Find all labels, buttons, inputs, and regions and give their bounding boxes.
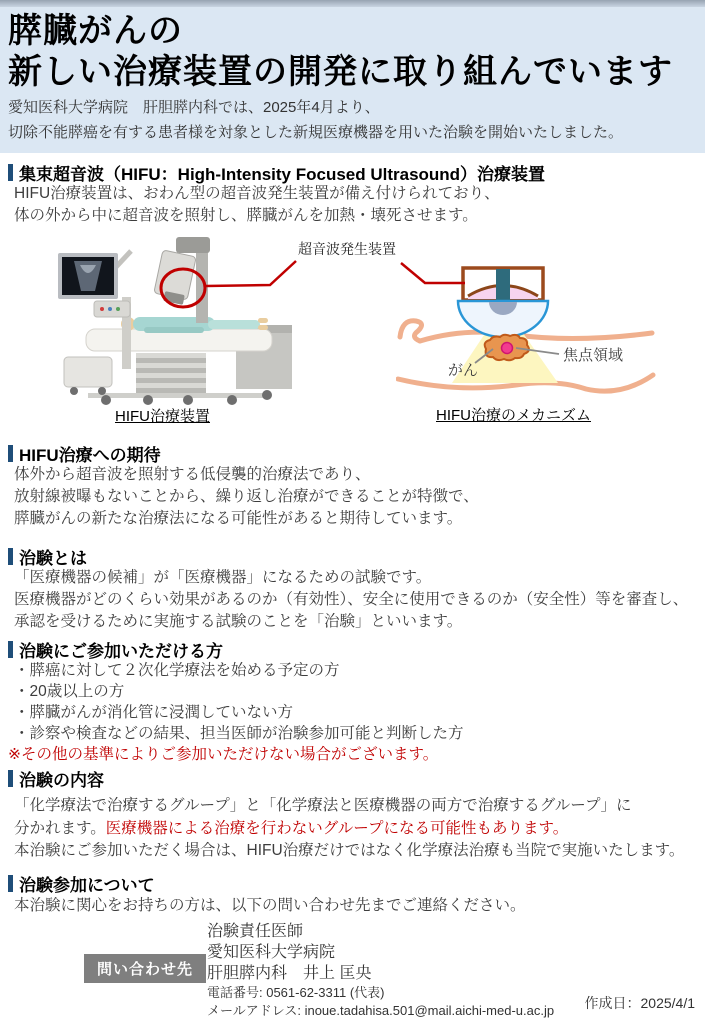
section-heading-participation-label: 治験参加について — [19, 876, 155, 895]
ultrasound-generator-label: 超音波発生装置 — [298, 241, 396, 257]
section-heading-about-trial — [8, 545, 697, 567]
contents-section-body — [14, 795, 697, 863]
section-heading-participation — [8, 873, 697, 895]
eligibility-exclusion-note: ※その他の基準によりご参加いただけない場合がございます。 — [8, 746, 439, 763]
section-heading-device-label: 集束超音波（HIFU：High-Intensity Focused Ultrasound）治療装置 — [19, 164, 546, 184]
section-marker — [8, 164, 13, 181]
section-heading-expectation — [8, 442, 697, 464]
mechanism-figure-caption: HIFU治療のメカニズム — [436, 407, 591, 424]
body-line-red-part: 医療機器による治療を行わないグループになる可能性もあります。 — [105, 819, 569, 837]
device-base-frame — [88, 393, 266, 398]
body-line: HIFU治療装置は、おわん型の超音波発生装置が備え付けられており、 — [14, 185, 500, 202]
body-line: 医療機器がどのくらい効果があるのか（有効性）、安全に使用できるのか（安全性）等を審査し、 — [14, 591, 689, 608]
contact-hospital: 愛知医科大学病院 — [207, 943, 336, 961]
tumor — [485, 335, 529, 361]
contact-role: 治験責任医師 — [207, 922, 304, 940]
body-line: 本治験にご参加いただく場合は、HIFU治療だけではなく化学療法治療も当院で実施いたします。 — [14, 842, 685, 859]
bullet-item: ・膵臓がんが消化管に浸潤していない方 — [14, 704, 294, 721]
section-marker — [8, 445, 13, 462]
body-line-black-part: 分かれます。 — [14, 819, 106, 837]
section-heading-expectation-label: HIFU治療への期待 — [19, 445, 161, 465]
section-heading-contents-label: 治験の内容 — [19, 770, 104, 790]
bullet-item: ・膵癌に対して２次化学療法を始める予定の方 — [14, 662, 340, 679]
eligibility-bullet-list — [14, 660, 697, 744]
page-title-line1: 膵臓がんの — [8, 12, 183, 50]
body-line: 「医療機器の候補」が「医療機器」になるための試験です。 — [14, 569, 432, 586]
device-figure-caption: HIFU治療装置 — [115, 408, 210, 425]
figure-area — [8, 233, 697, 430]
hifu-mechanism-figure — [396, 257, 656, 403]
page-title-line2: 新しい治療装置の開発に取り組んでいます — [8, 53, 673, 91]
body-line — [14, 818, 697, 841]
section-heading-device — [8, 161, 697, 183]
section-marker — [8, 641, 13, 658]
header-subtitle-line2: 切除不能膵癌を有する患者様を対象とした新規医療機器を用いた治験を開始いたしました。 — [8, 124, 624, 141]
contact-doctor: 肝胆膵内科 井上 匡央 — [207, 964, 372, 982]
body-line: 放射線被曝もないことから、繰り返し治療ができることが特徴で、 — [14, 488, 479, 505]
contact-phone: 電話番号: 0561-62-3311 (代表) — [207, 984, 385, 1000]
section-heading-about-trial-label: 治験とは — [19, 548, 87, 568]
body-line: 体の外から中に超音波を照射し、膵臓がんを加熱・壊死させます。 — [14, 207, 478, 224]
device-bellows — [136, 353, 206, 393]
expectation-section-body — [14, 464, 697, 530]
device-section-body — [14, 183, 697, 227]
section-heading-contents — [8, 767, 697, 789]
section-marker — [8, 770, 13, 787]
participation-section-body — [14, 895, 697, 917]
body-line: 体外から超音波を照射する低侵襲的治療法であり、 — [14, 466, 371, 483]
focus-label: 焦点領域 — [563, 347, 624, 364]
device-footstool — [64, 357, 112, 387]
cancer-label: がん — [448, 362, 479, 379]
main-content — [0, 153, 705, 1025]
transducer-housing — [458, 268, 548, 337]
created-date: 作成日：2025/4/1 — [584, 995, 695, 1011]
section-marker — [8, 875, 13, 892]
body-line: 膵臓がんの新たな治療法になる可能性があると期待しています。 — [14, 510, 463, 527]
bullet-item: ・20歳以上の方 — [14, 683, 125, 700]
hifu-device-figure — [36, 237, 301, 405]
transducer-arm — [154, 237, 210, 323]
about-trial-section-body — [14, 567, 697, 633]
body-line: 本治験に関心をお持ちの方は、以下の問い合わせ先までご連絡ください。 — [14, 896, 526, 914]
page-header — [0, 7, 705, 153]
bullet-item: ・診察や検査などの結果、担当医師が治験参加可能と判断した方 — [14, 725, 464, 742]
top-gradient-strip — [0, 0, 705, 7]
body-line: 「化学療法で治療するグループ」と「化学療法と医療機器の両方で治療するグループ」に — [14, 797, 632, 814]
contact-badge: 問い合わせ先 — [84, 954, 206, 983]
section-heading-eligibility — [8, 638, 697, 660]
header-subtitle-line1: 愛知医科大学病院 肝胆膵内科では、2025年4月より、 — [8, 99, 380, 116]
section-heading-eligibility-label: 治験にご参加いただける方 — [19, 641, 223, 661]
section-marker — [8, 548, 13, 565]
focal-point — [502, 343, 513, 354]
body-line: 承認を受けるために実施する試験のことを「治験」といいます。 — [14, 613, 463, 630]
contact-email: メールアドレス: inoue.tadahisa.501@mail.aichi-med-u.ac.jp — [207, 1002, 555, 1018]
